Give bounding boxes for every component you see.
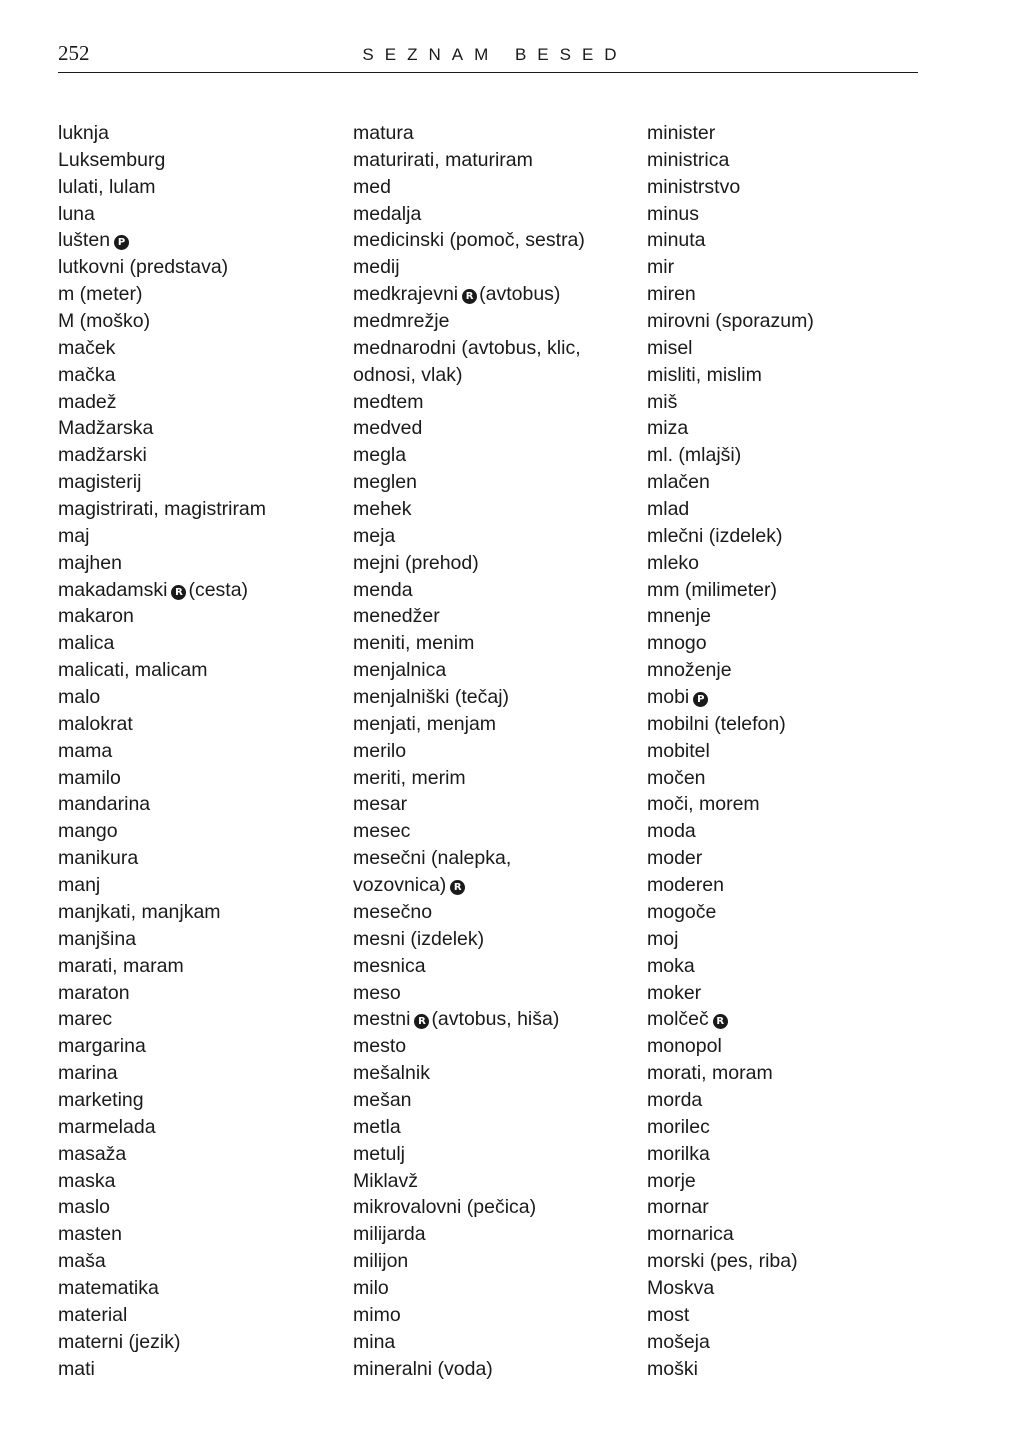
word-entry (58, 174, 338, 201)
word-text: meriti, merim (353, 766, 466, 789)
word-entry (353, 442, 638, 469)
word-entry (353, 630, 638, 657)
word-text: mesar (353, 793, 408, 816)
word-text: mlačen (647, 471, 710, 494)
word-text: majhen (58, 551, 122, 574)
word-entry (58, 523, 338, 550)
r-circle-icon: R (414, 1014, 429, 1029)
word-entry (353, 120, 638, 147)
word-text: mornarica (647, 1223, 734, 1246)
word-text: mogoče (647, 900, 717, 923)
word-text: mesni (izdelek) (353, 927, 485, 950)
word-entry (353, 603, 638, 630)
word-text: marmelada (58, 1115, 156, 1138)
word-text: mejni (prehod) (353, 551, 479, 574)
word-text: materni (jezik) (58, 1330, 181, 1353)
word-entry (647, 980, 917, 1007)
word-entry (353, 254, 638, 281)
word-entry (647, 577, 917, 604)
word-text: meso (353, 981, 401, 1004)
word-entry (353, 1221, 638, 1248)
word-entry (647, 120, 917, 147)
word-text: marec (58, 1008, 113, 1031)
word-entry (647, 711, 917, 738)
word-entry (353, 147, 638, 174)
word-entry (647, 147, 917, 174)
word-text: morda (647, 1088, 703, 1111)
word-text: megla (353, 444, 407, 467)
word-entry (58, 684, 338, 711)
word-entry (647, 1275, 917, 1302)
word-text: mineralni (voda) (353, 1357, 493, 1380)
word-entry (353, 281, 638, 308)
word-text: mesečni (nalepka, (353, 847, 512, 870)
word-text: marina (58, 1062, 118, 1085)
word-text: mnenje (647, 605, 711, 628)
word-text: meglen (353, 471, 417, 494)
word-text: magisterij (58, 471, 142, 494)
word-entry (647, 1356, 917, 1383)
r-circle-icon: R (171, 585, 186, 600)
word-entry (58, 818, 338, 845)
word-text: luna (58, 202, 95, 225)
word-entry (353, 738, 638, 765)
word-text: minus (647, 202, 700, 225)
word-entry (353, 1141, 638, 1168)
word-text: menedžer (353, 605, 440, 628)
word-text: mobilni (telefon) (647, 712, 786, 735)
word-text: matura (353, 122, 414, 144)
word-text: misel (647, 336, 693, 359)
word-entry (353, 201, 638, 228)
word-note: (avtobus, hiša) (431, 1008, 560, 1031)
word-entry (647, 953, 917, 980)
word-entry (353, 684, 638, 711)
word-entry (647, 1087, 917, 1114)
word-entry (647, 201, 917, 228)
word-column-3 (647, 120, 917, 1382)
word-text: mobitel (647, 739, 710, 762)
word-entry (647, 496, 917, 523)
word-text: maturirati, maturiram (353, 148, 533, 171)
word-text: mornar (647, 1196, 709, 1219)
word-text: madžarski (58, 444, 147, 467)
word-entry (647, 389, 917, 416)
word-entry (353, 1302, 638, 1329)
word-entry (353, 1033, 638, 1060)
word-text: morilec (647, 1115, 710, 1138)
word-text: magistrirati, magistriram (58, 498, 267, 521)
word-entry (647, 765, 917, 792)
word-text: med (353, 175, 391, 198)
word-text: Luksemburg (58, 148, 166, 171)
word-text: medtem (353, 390, 424, 413)
word-text: mamilo (58, 766, 121, 789)
word-entry (58, 308, 338, 335)
word-text: Miklavž (353, 1169, 419, 1192)
word-text: vozovnica) (353, 874, 447, 897)
word-text: lutkovni (predstava) (58, 256, 229, 279)
word-entry (58, 496, 338, 523)
word-entry (353, 469, 638, 496)
word-entry (647, 791, 917, 818)
word-text: marketing (58, 1088, 144, 1111)
word-entry (58, 147, 338, 174)
word-text: metla (353, 1115, 401, 1138)
word-entry (58, 630, 338, 657)
word-text: mesečno (353, 900, 433, 923)
word-note: (avtobus) (479, 283, 561, 306)
word-entry (58, 1275, 338, 1302)
word-text: maša (58, 1250, 106, 1273)
word-text: makadamski (58, 578, 168, 601)
word-text: mango (58, 820, 118, 843)
word-entry (58, 872, 338, 899)
word-entry (353, 362, 638, 389)
word-text: mleko (647, 551, 700, 574)
word-text: morje (647, 1169, 696, 1192)
word-entry (353, 1356, 638, 1383)
word-entry (353, 1275, 638, 1302)
word-entry (58, 926, 338, 953)
word-entry (353, 899, 638, 926)
word-text: mesnica (353, 954, 426, 977)
word-text: milo (353, 1276, 389, 1299)
word-text: maj (58, 524, 90, 547)
word-text: maček (58, 336, 116, 359)
word-entry (353, 953, 638, 980)
word-entry (647, 362, 917, 389)
word-entry (58, 738, 338, 765)
word-text: moderen (647, 874, 724, 897)
word-text: luknja (58, 122, 109, 144)
word-entry (58, 1221, 338, 1248)
word-entry (647, 872, 917, 899)
word-entry (353, 1168, 638, 1195)
word-text: mošeja (647, 1330, 710, 1353)
word-entry (58, 1087, 338, 1114)
word-text: menda (353, 578, 413, 601)
word-entry (353, 1194, 638, 1221)
word-entry (58, 201, 338, 228)
word-entry (647, 1006, 917, 1033)
word-entry (647, 899, 917, 926)
word-entry (647, 415, 917, 442)
word-text: malo (58, 686, 101, 709)
word-entry (647, 684, 917, 711)
word-text: madež (58, 390, 117, 413)
word-entry (353, 818, 638, 845)
word-entry (647, 550, 917, 577)
word-entry (647, 1114, 917, 1141)
word-text: moči, morem (647, 793, 760, 816)
word-text: odnosi, vlak) (353, 363, 463, 386)
word-text: maraton (58, 981, 130, 1004)
word-text: milijarda (353, 1223, 426, 1246)
word-text: mirovni (sporazum) (647, 310, 814, 333)
word-entry (647, 1302, 917, 1329)
word-entry (58, 1356, 338, 1383)
word-entry (647, 281, 917, 308)
word-text: moder (647, 847, 703, 870)
word-entry (647, 174, 917, 201)
word-entry (647, 1168, 917, 1195)
word-text: makaron (58, 605, 134, 628)
word-text: margarina (58, 1035, 146, 1058)
word-text: moda (647, 820, 696, 843)
word-note: (cesta) (188, 578, 249, 601)
word-text: merilo (353, 739, 407, 762)
word-text: miš (647, 390, 678, 413)
word-text: menjalnica (353, 659, 447, 682)
word-text: maska (58, 1169, 116, 1192)
word-text: močen (647, 766, 706, 789)
word-text: minister (647, 122, 716, 144)
word-entry (58, 1141, 338, 1168)
word-text: menjalniški (tečaj) (353, 686, 510, 709)
word-text: mina (353, 1330, 396, 1353)
word-entry (58, 227, 338, 254)
word-entry (647, 227, 917, 254)
word-entry (353, 791, 638, 818)
word-entry (647, 469, 917, 496)
word-entry (353, 415, 638, 442)
word-entry (353, 335, 638, 362)
word-text: material (58, 1303, 128, 1326)
word-text: minuta (647, 229, 706, 252)
word-text: medkrajevni (353, 283, 459, 306)
word-entry (58, 254, 338, 281)
word-entry (58, 281, 338, 308)
word-entry (647, 630, 917, 657)
word-text: mm (milimeter) (647, 578, 777, 601)
running-title: SEZNAM BESED (362, 45, 628, 64)
word-entry (647, 1141, 917, 1168)
word-entry (647, 442, 917, 469)
word-text: morilka (647, 1142, 710, 1165)
word-text: mlad (647, 498, 690, 521)
word-text: mehek (353, 498, 412, 521)
word-entry (647, 1194, 917, 1221)
word-text: maslo (58, 1196, 111, 1219)
word-text: miza (647, 417, 689, 440)
word-entry (647, 818, 917, 845)
word-entry (353, 1087, 638, 1114)
word-text: monopol (647, 1035, 722, 1058)
word-entry (58, 1006, 338, 1033)
word-entry (647, 738, 917, 765)
word-entry (647, 1060, 917, 1087)
word-text: morati, moram (647, 1062, 773, 1085)
word-text: moški (647, 1357, 698, 1380)
r-circle-icon: R (462, 289, 477, 304)
word-entry (353, 496, 638, 523)
word-text: meja (353, 524, 396, 547)
word-text: masten (58, 1223, 122, 1246)
word-text: Moskva (647, 1276, 715, 1299)
word-text: milijon (353, 1250, 409, 1273)
word-entry (58, 1168, 338, 1195)
word-entry (353, 174, 638, 201)
word-text: mir (647, 256, 675, 279)
word-text: menjati, menjam (353, 712, 497, 735)
word-text: manikura (58, 847, 139, 870)
word-entry (353, 1248, 638, 1275)
word-entry (647, 308, 917, 335)
word-text: medalja (353, 202, 422, 225)
word-entry (353, 711, 638, 738)
word-entry (58, 1114, 338, 1141)
word-entry (58, 765, 338, 792)
word-entry (647, 1329, 917, 1356)
word-text: masaža (58, 1142, 127, 1165)
word-entry (58, 120, 338, 147)
r-circle-icon: R (713, 1014, 728, 1029)
word-entry (58, 1060, 338, 1087)
word-entry (353, 657, 638, 684)
word-entry (647, 1033, 917, 1060)
word-text: misliti, mislim (647, 363, 762, 386)
word-entry (58, 1329, 338, 1356)
word-entry (353, 227, 638, 254)
word-entry (58, 711, 338, 738)
word-entry (58, 1033, 338, 1060)
word-text: meniti, menim (353, 632, 475, 655)
word-entry (353, 1006, 638, 1033)
word-entry (353, 1329, 638, 1356)
r-circle-icon: R (450, 880, 465, 895)
word-text: mobi (647, 686, 690, 709)
word-entry (353, 1060, 638, 1087)
word-entry (58, 791, 338, 818)
word-text: mešalnik (353, 1062, 430, 1085)
word-entry (58, 657, 338, 684)
word-text: medicinski (pomoč, sestra) (353, 229, 585, 252)
word-text: m (meter) (58, 283, 143, 306)
word-entry (58, 442, 338, 469)
word-entry (353, 550, 638, 577)
word-text: manjkati, manjkam (58, 900, 221, 923)
word-column-1 (58, 120, 338, 1382)
word-text: mikrovalovni (pečica) (353, 1196, 537, 1219)
word-text: mlečni (izdelek) (647, 524, 783, 547)
word-text: mandarina (58, 793, 151, 816)
word-entry (58, 550, 338, 577)
word-entry (58, 415, 338, 442)
word-text: mačka (58, 363, 116, 386)
word-entry (647, 845, 917, 872)
word-text: morski (pes, riba) (647, 1250, 798, 1273)
word-entry (58, 362, 338, 389)
word-text: M (moško) (58, 310, 151, 333)
word-entry (353, 523, 638, 550)
word-entry (353, 308, 638, 335)
word-text: most (647, 1303, 690, 1326)
word-text: Madžarska (58, 417, 154, 440)
word-text: mednarodni (avtobus, klic, (353, 336, 581, 359)
word-text: mesec (353, 820, 411, 843)
word-entry (58, 899, 338, 926)
word-entry (353, 872, 638, 899)
word-entry (647, 254, 917, 281)
word-text: ministrstvo (647, 175, 741, 198)
word-entry (58, 1248, 338, 1275)
word-entry (353, 1114, 638, 1141)
word-column-2 (353, 120, 638, 1382)
word-text: medved (353, 417, 423, 440)
word-text: ml. (mlajši) (647, 444, 742, 467)
word-entry (647, 657, 917, 684)
word-entry (58, 1302, 338, 1329)
p-circle-icon: P (693, 692, 708, 707)
word-text: medmrežje (353, 310, 450, 333)
word-text: medij (353, 256, 400, 279)
word-entry (353, 926, 638, 953)
word-text: mnogo (647, 632, 707, 655)
word-entry (647, 926, 917, 953)
word-text: moj (647, 927, 679, 950)
word-entry (58, 577, 338, 604)
word-entry (353, 389, 638, 416)
word-entry (647, 1221, 917, 1248)
word-text: matematika (58, 1276, 159, 1299)
word-text: lušten (58, 229, 111, 252)
word-entry (58, 335, 338, 362)
word-text: mestni (353, 1008, 411, 1031)
word-text: manjšina (58, 927, 137, 950)
word-text: malokrat (58, 712, 133, 735)
word-text: ministrica (647, 148, 730, 171)
word-text: mesto (353, 1035, 407, 1058)
word-entry (647, 523, 917, 550)
word-entry (353, 845, 638, 872)
word-text: mama (58, 739, 113, 762)
word-entry (58, 1194, 338, 1221)
word-entry (58, 389, 338, 416)
header-rule (58, 72, 918, 73)
word-text: metulj (353, 1142, 406, 1165)
word-text: lulati, lulam (58, 175, 156, 198)
page-number: 252 (58, 41, 90, 65)
word-text: množenje (647, 659, 732, 682)
word-entry (58, 603, 338, 630)
word-entry (58, 845, 338, 872)
p-circle-icon: P (114, 235, 129, 250)
word-text: mešan (353, 1088, 412, 1111)
word-text: malicati, malicam (58, 659, 208, 682)
word-entry (58, 469, 338, 496)
word-entry (353, 577, 638, 604)
word-entry (353, 980, 638, 1007)
word-entry (58, 980, 338, 1007)
word-entry (647, 1248, 917, 1275)
word-entry (647, 603, 917, 630)
word-text: marati, maram (58, 954, 184, 977)
word-entry (58, 953, 338, 980)
word-text: miren (647, 283, 696, 306)
word-entry (353, 765, 638, 792)
word-text: moker (647, 981, 702, 1004)
word-text: malica (58, 632, 115, 655)
word-text: mimo (353, 1303, 401, 1326)
word-entry (647, 335, 917, 362)
word-text: molčeč (647, 1008, 709, 1031)
word-text: moka (647, 954, 695, 977)
word-text: mati (58, 1357, 95, 1380)
word-text: manj (58, 874, 101, 897)
